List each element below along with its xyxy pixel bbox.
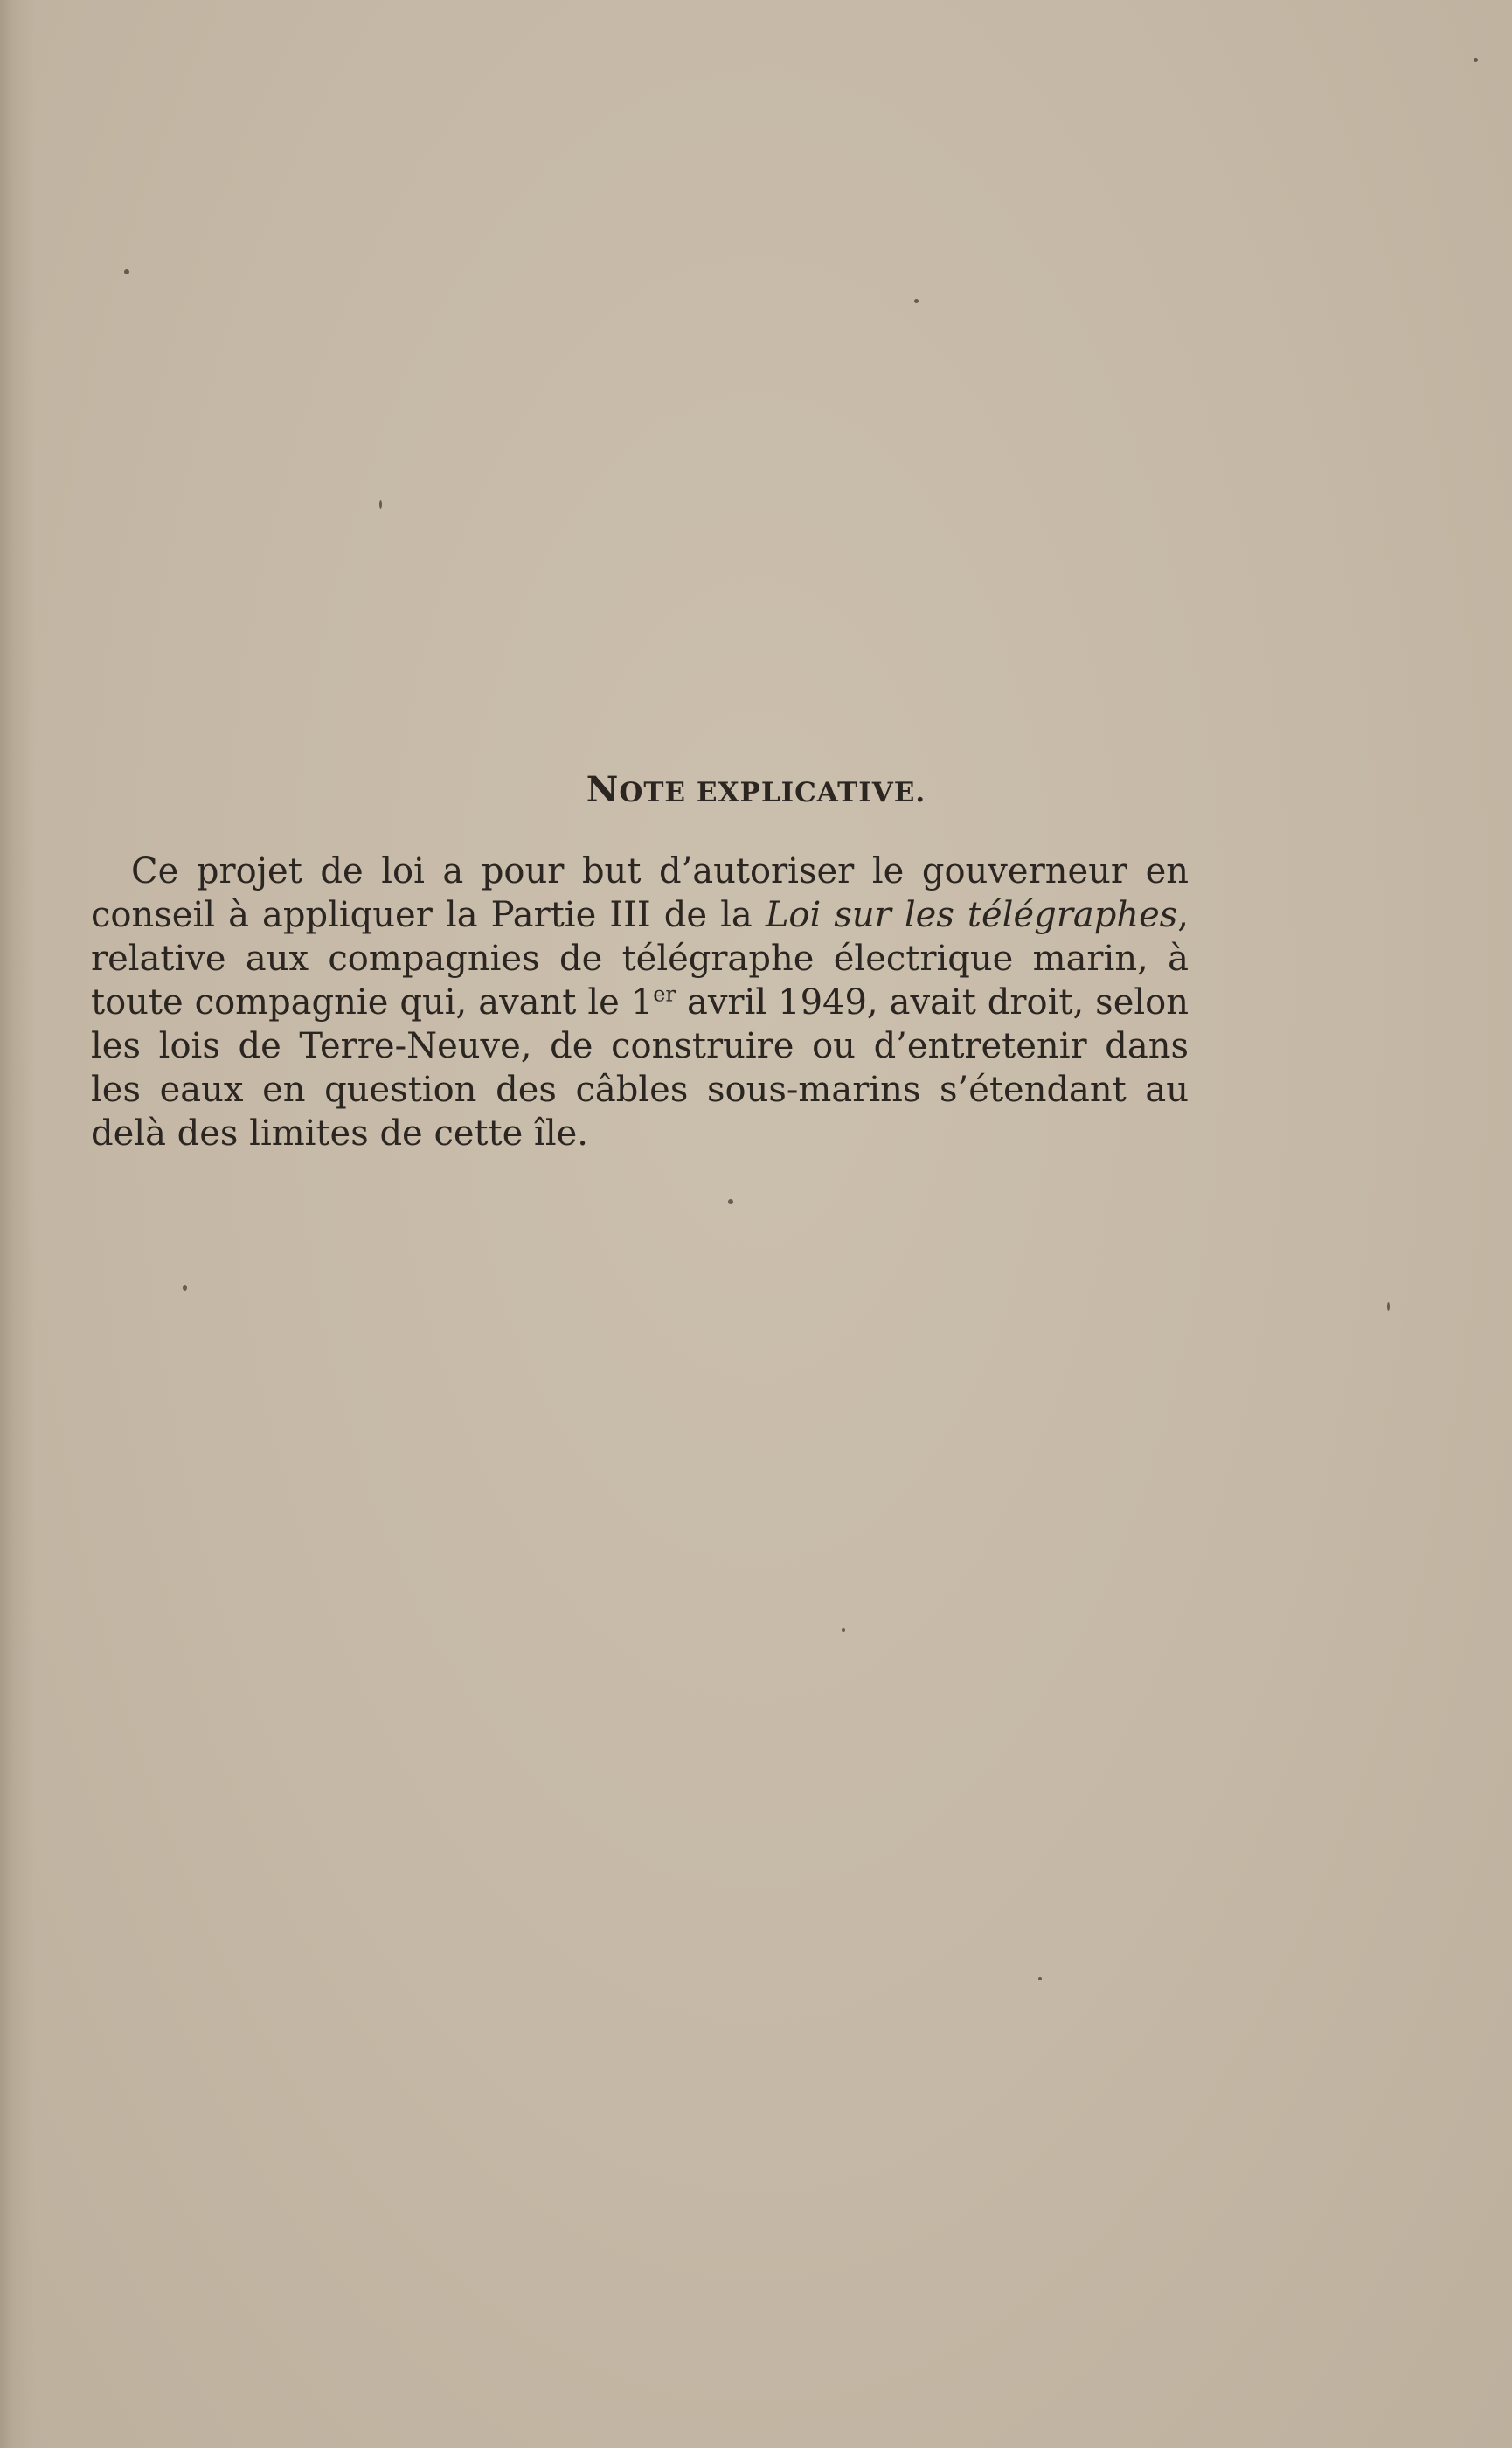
binding-shadow <box>0 0 35 2448</box>
explanatory-paragraph <box>91 850 1189 1155</box>
paper-speck <box>183 1285 187 1291</box>
paper-speck <box>1387 1302 1390 1311</box>
paragraph-text-3: avril 1949, avait droit, selon les lois de Terre-Neuve, de construire ou d’entretenir dans les eaux en question des câbles sous-marins s’étendant au delà des limites de cette île. <box>91 982 1189 1154</box>
heading-initial: N <box>586 769 620 810</box>
heading-small-caps: OTE EXPLICATIVE. <box>619 777 926 808</box>
paragraph-text-1: Ce projet de loi a pour but d’autoriser le gouverneur en conseil à appliquer la Partie III de la <box>91 851 1189 935</box>
paper-speck <box>379 500 382 509</box>
paper-speck <box>1038 1977 1042 1980</box>
law-title: Loi sur les télégraphes <box>765 895 1178 935</box>
paper-speck <box>728 1199 733 1204</box>
paragraph-text-2: , relative aux compagnies de télégraphe électrique marin, à toute compagnie qui, avant le 1 <box>91 895 1189 1023</box>
paper-speck <box>1474 58 1478 62</box>
note-heading <box>0 769 1512 810</box>
paper-speck <box>842 1628 845 1632</box>
ordinal-suffix: er <box>653 981 676 1007</box>
paper-speck <box>914 299 919 303</box>
paper-speck <box>124 269 129 274</box>
